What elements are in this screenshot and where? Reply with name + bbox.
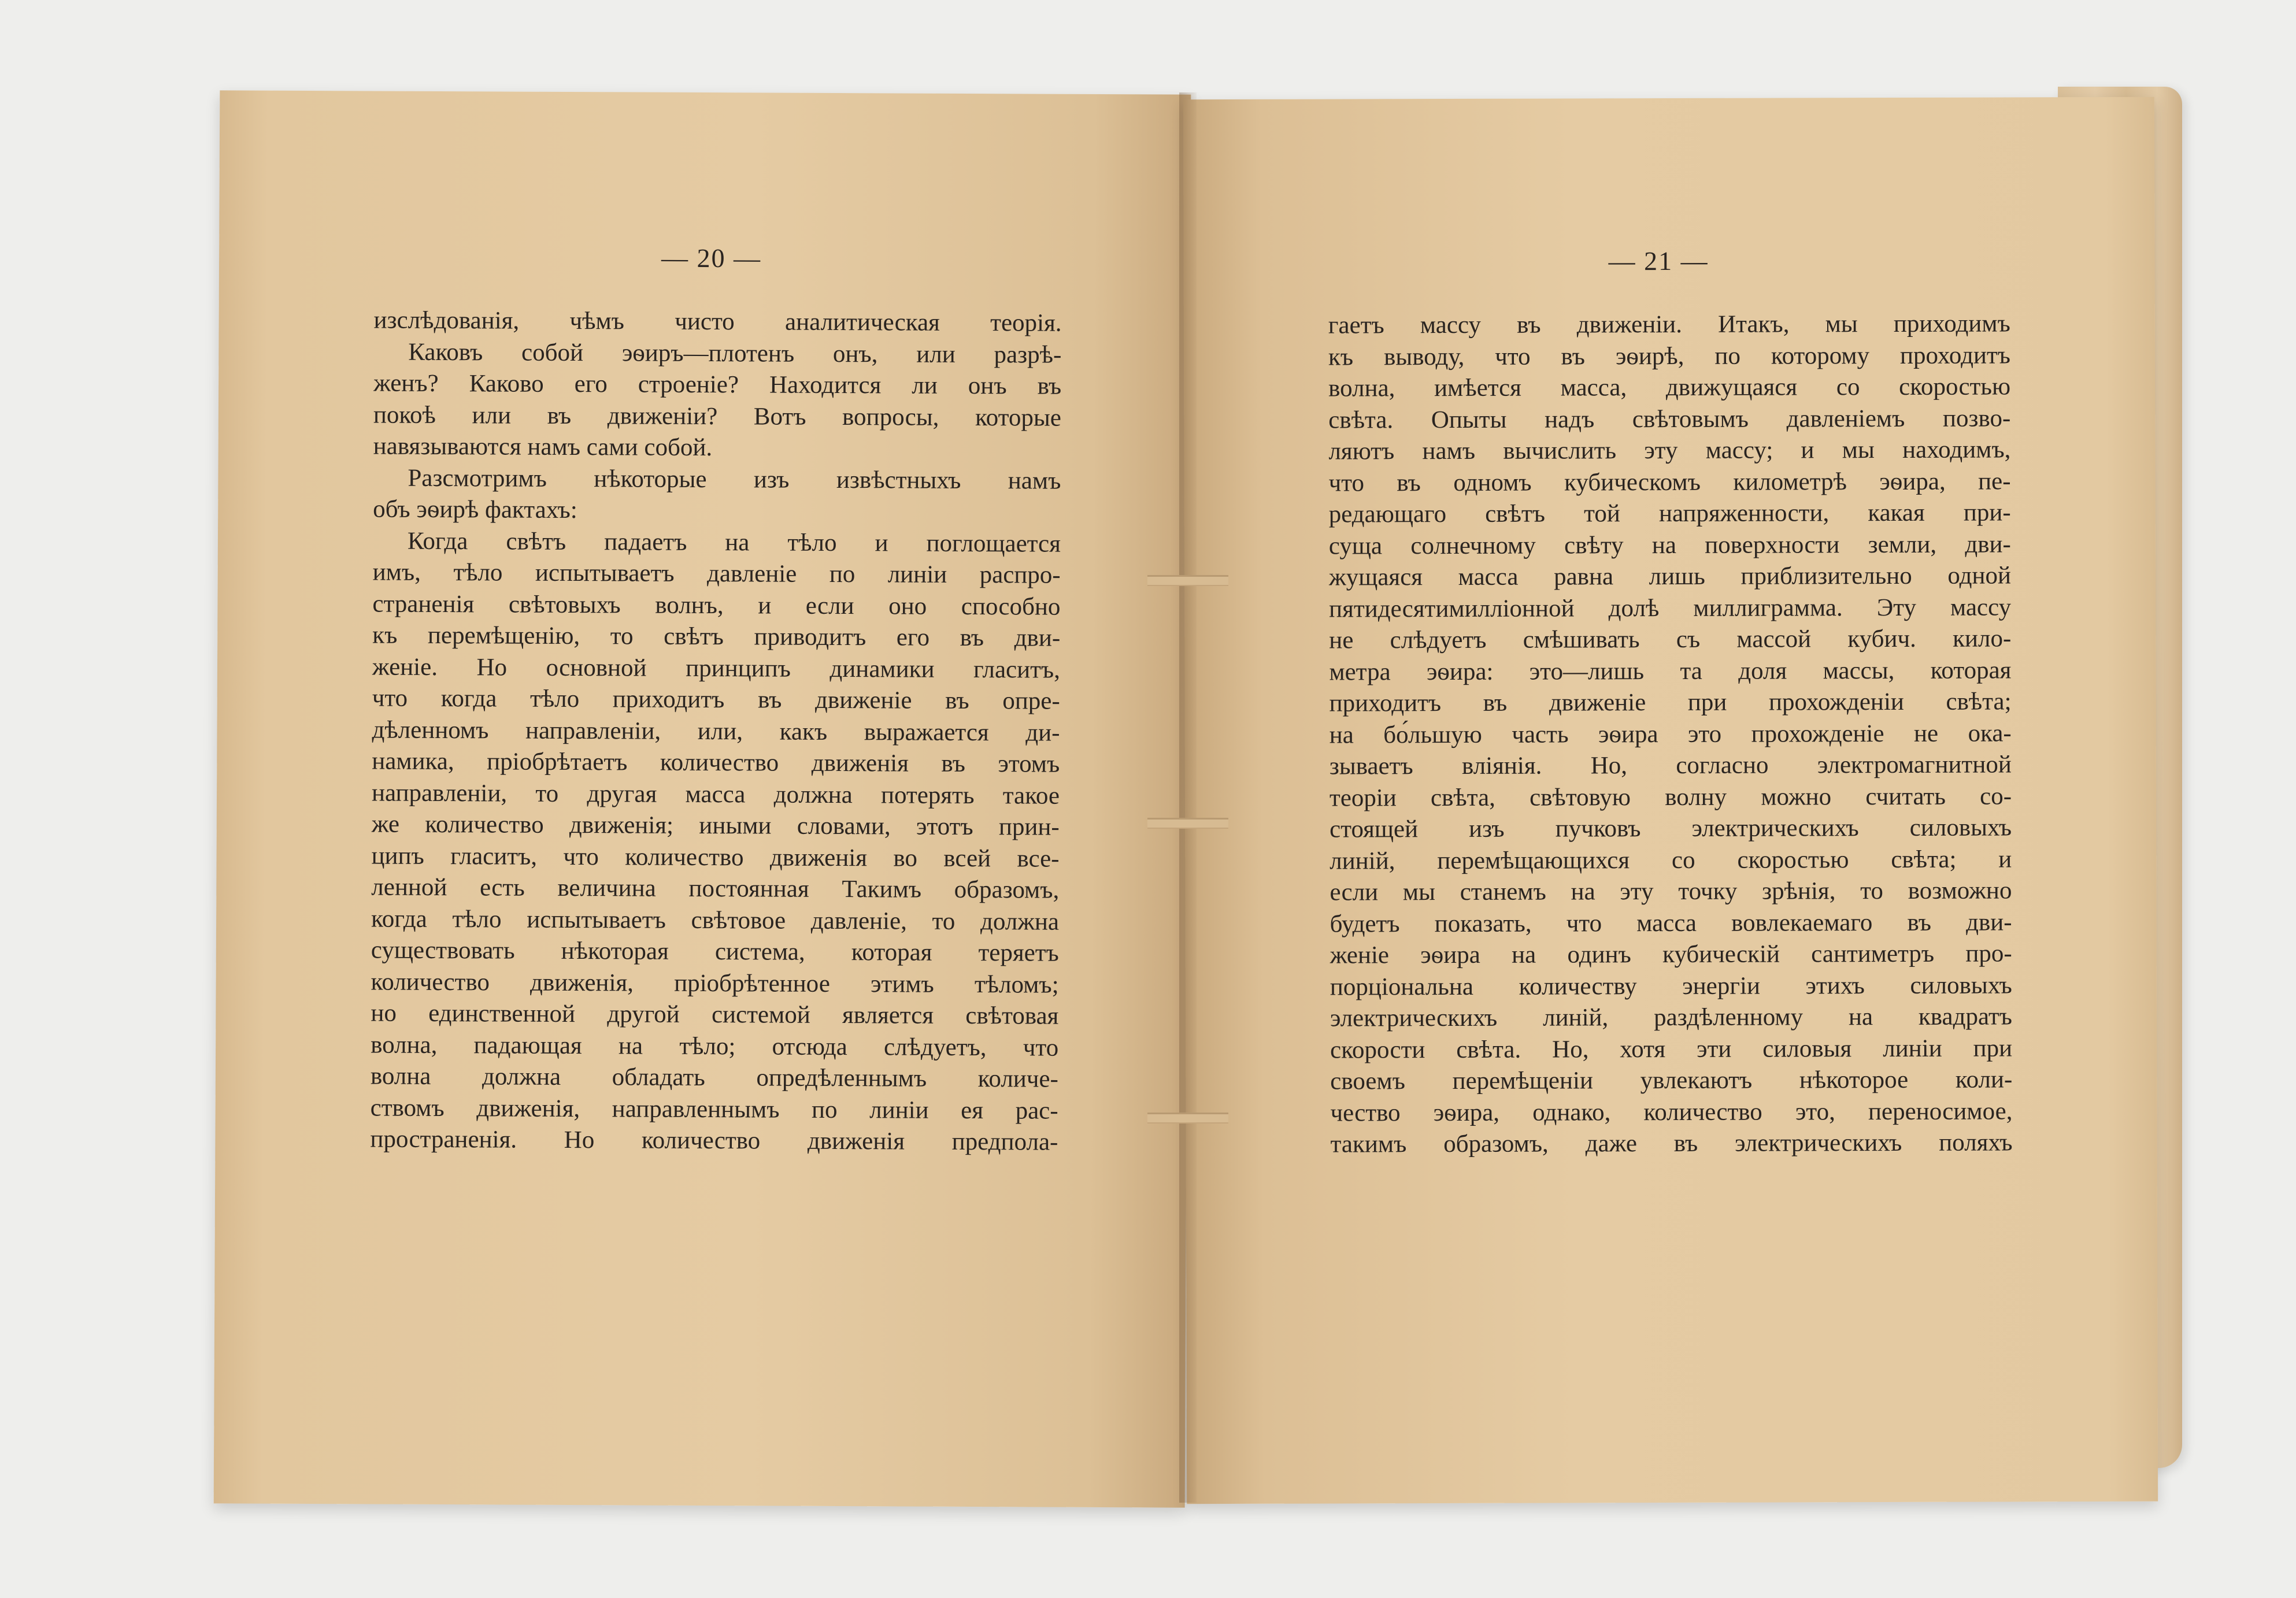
right-page — [1183, 97, 2158, 1504]
text-line: женъ? Каково его строеніе? Находится ли онъ въ — [373, 369, 1062, 400]
text-line: количество движенія, пріобрѣтенное этимъ тѣломъ; — [371, 968, 1059, 999]
text-line: не слѣдуетъ смѣшивать съ массой кубич. кило- — [1329, 625, 2012, 654]
book-spine — [1179, 92, 1197, 1503]
text-line: имъ, тѣло испытываетъ давленіе по линіи распро- — [372, 558, 1061, 589]
text-line: пятидесятимилліонной долѣ миллиграмма. Эту массу — [1329, 593, 2012, 623]
text-line: будетъ показать, что масса вовлекаемаго въ дви- — [1330, 908, 2012, 938]
text-line: чество эѳира, однако, количество это, переносимое, — [1330, 1097, 2013, 1127]
text-line: дѣленномъ направленіи, или, какъ выражается ди- — [372, 716, 1060, 747]
text-line: редающаго свѣтъ той напряженности, какая при- — [1328, 499, 2011, 528]
text-line: приходитъ въ движеніе при прохожденіи свѣта; — [1329, 688, 2012, 717]
right-page-text — [1328, 308, 2013, 1161]
text-line: существовать нѣкоторая система, которая теряетъ — [371, 936, 1059, 967]
text-line: направленіи, то другая масса должна потерять такое — [371, 779, 1060, 810]
text-line: такимъ образомъ, даже въ электрическихъ поляхъ — [1330, 1129, 2013, 1158]
text-line: къ перемѣщенію, то свѣтъ приводитъ его въ дви- — [372, 621, 1061, 652]
page-number-left: — 20 — — [661, 243, 762, 273]
text-line: страненія свѣтовыхъ волнъ, и если оно способно — [372, 590, 1061, 621]
page-number-right: — 21 — — [1608, 246, 1709, 276]
text-line: ствомъ движенія, направленнымъ по линіи ея рас- — [370, 1093, 1058, 1125]
text-line: пространенія. Но количество движенія предпола- — [370, 1125, 1058, 1156]
text-line: скорости свѣта. Но, хотя эти силовыя линіи при — [1330, 1034, 2013, 1064]
text-line: же количество движенія; иными словами, этотъ прин- — [371, 810, 1060, 841]
text-line: женіе эѳира на одинъ кубическій сантиметръ про- — [1330, 940, 2012, 969]
text-line: линій, перемѣщающихся со скоростью свѣта; и — [1330, 845, 2012, 875]
text-line: но единственной другой системой является свѣтовая — [371, 999, 1059, 1030]
text-line: навязываются намъ сами собой. — [373, 432, 713, 462]
text-line: къ выводу, что въ эѳирѣ, по которому проходитъ — [1328, 341, 2011, 371]
text-line: волна, падающая на тѣло; отсюда слѣдуетъ, что — [371, 1031, 1059, 1062]
text-line: жущаяся масса равна лишь приблизительно одной — [1328, 562, 2012, 591]
text-line: своемъ перемѣщеніи увлекаютъ нѣкоторое коли- — [1330, 1066, 2013, 1095]
text-line: когда тѣло испытываетъ свѣтовое давленіе, то должна — [371, 905, 1060, 936]
text-line: что когда тѣло приходитъ въ движеніе въ опре- — [372, 684, 1060, 715]
text-line: что въ одномъ кубическомъ километрѣ эѳира, пе- — [1328, 467, 2011, 497]
text-line: зываетъ вліянія. Но, согласно электромагнитной — [1329, 751, 2012, 780]
text-line: волна, имѣется масса, движущаяся со скоростью — [1328, 373, 2011, 402]
text-line: на бо́льшую часть эѳира это прохожденіе не ока- — [1329, 719, 2012, 749]
text-line: Когда свѣтъ падаетъ на тѣло и поглощается — [407, 527, 1061, 558]
text-line: волна должна обладать опредѣленнымъ количе- — [370, 1062, 1058, 1093]
text-line: теоріи свѣта, свѣтовую волну можно считать со- — [1329, 782, 2012, 812]
text-line: суща солнечному свѣту на поверхности земли, дви- — [1328, 530, 2011, 560]
text-line: намика, пріобрѣтаетъ количество движенія въ этомъ — [372, 747, 1060, 778]
binding-stitch — [1147, 575, 1228, 586]
text-line: женіе. Но основной принципъ динамики гласитъ, — [372, 653, 1061, 684]
text-line: стоящей изъ пучковъ электрическихъ силовыхъ — [1330, 814, 2012, 843]
left-page-text — [370, 305, 1061, 1159]
left-page — [214, 90, 1191, 1507]
text-line: ляютъ намъ вычислить эту массу; и мы находимъ, — [1328, 436, 2011, 465]
text-line: электрическихъ линій, раздѣленному на квадратъ — [1330, 1003, 2013, 1032]
text-line: если мы станемъ на эту точку зрѣнія, то возможно — [1330, 877, 2012, 906]
text-line: изслѣдованія, чѣмъ чисто аналитическая теорія. — [373, 306, 1062, 337]
text-line: объ эѳирѣ фактахъ: — [373, 495, 577, 524]
text-line: Каковъ собой эѳиръ—плотенъ онъ, или разрѣ- — [408, 338, 1062, 369]
binding-stitch — [1147, 818, 1228, 829]
text-line: гаетъ массу въ движеніи. Итакъ, мы приходимъ — [1328, 310, 2010, 339]
text-line: порціональна количеству энергіи этихъ силовыхъ — [1330, 971, 2012, 1001]
binding-stitch — [1147, 1113, 1228, 1124]
text-line: Разсмотримъ нѣкоторые изъ извѣстныхъ намъ — [408, 464, 1061, 495]
text-line: ципъ гласитъ, что количество движенія во всей все- — [371, 842, 1060, 873]
text-line: ленной есть величина постоянная Такимъ образомъ, — [371, 873, 1060, 904]
text-line: метра эѳира: это—лишь та доля массы, которая — [1329, 656, 2012, 686]
text-line: свѣта. Опыты надъ свѣтовымъ давленіемъ позво- — [1328, 404, 2011, 434]
text-line: покоѣ или въ движеніи? Вотъ вопросы, которые — [373, 401, 1061, 432]
